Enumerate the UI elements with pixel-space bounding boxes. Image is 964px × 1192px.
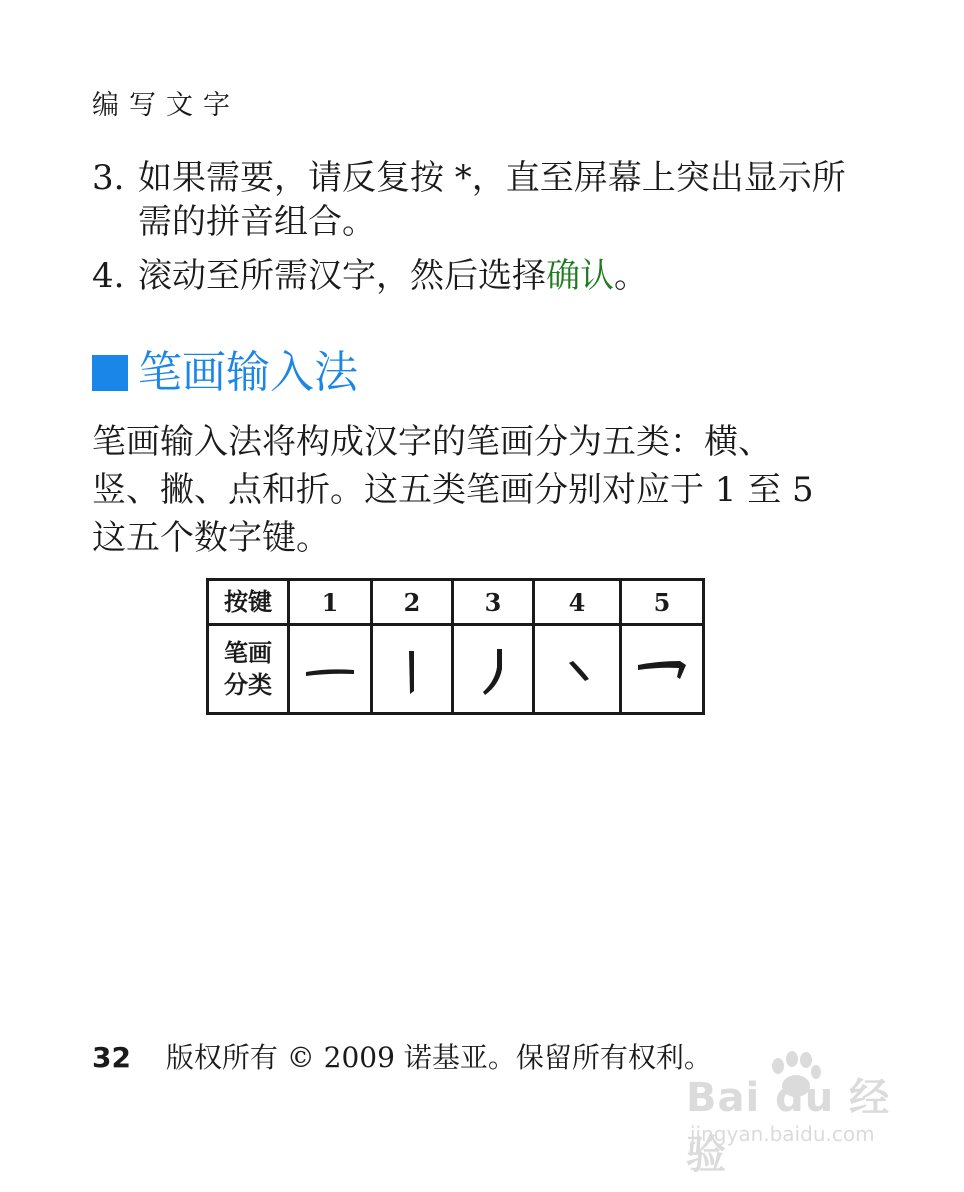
stroke-cell (289, 625, 372, 714)
stroke-cell (534, 625, 621, 714)
stroke-key-table (206, 578, 705, 715)
table-row-strokes (208, 625, 704, 714)
section-title (92, 345, 358, 401)
section-title-text: 笔画输入法 (138, 347, 358, 398)
table-row-keys (208, 580, 704, 625)
key-label: 按键 (208, 580, 289, 625)
intro-paragraph: 笔画输入法将构成汉字的笔画分为五类：横、竖、撇、点和折。这五类笔画分别对应于 1 至 5 这五个数字键。 (92, 422, 814, 558)
step-text (138, 254, 852, 298)
baidu-watermark (686, 1050, 916, 1178)
step-text-before: 滚动至所需汉字，然后选择 (138, 256, 546, 296)
page-number: 32 (92, 1041, 131, 1074)
stroke-cell (621, 625, 704, 714)
key-cell: 1 (289, 580, 372, 625)
step-text: 如果需要，请反复按 *，直至屏幕上突出显示所需的拼音组合。 (138, 158, 846, 242)
stroke-shu-icon (380, 639, 444, 699)
stroke-zhe-icon (630, 639, 694, 699)
stroke-dian-icon (545, 639, 609, 699)
watermark-url: jingyan.baidu.com (690, 1122, 875, 1146)
step-number: 3. (92, 158, 125, 198)
key-cell: 4 (534, 580, 621, 625)
step-3 (92, 156, 852, 244)
step-4 (92, 254, 852, 298)
stroke-pie-icon (461, 639, 525, 699)
watermark-brand: Bai du 经验 (686, 1075, 891, 1178)
stroke-heng-icon (298, 639, 362, 699)
key-cell: 2 (372, 580, 453, 625)
page-footer (92, 1038, 712, 1078)
step-text-after: 。 (614, 256, 648, 296)
page-header: 编写文字 (92, 90, 240, 121)
step-number: 4. (92, 256, 125, 296)
stroke-cell (372, 625, 453, 714)
key-cell: 3 (453, 580, 534, 625)
stroke-label-line: 分类 (224, 670, 272, 699)
square-bullet-icon (92, 355, 128, 391)
stroke-cell (453, 625, 534, 714)
stroke-label-line: 笔画 (224, 638, 272, 667)
stroke-label (208, 625, 289, 714)
confirm-option: 确认 (546, 256, 614, 296)
copyright-notice: 版权所有 © 2009 诺基亚。保留所有权利。 (165, 1041, 712, 1074)
key-cell: 5 (621, 580, 704, 625)
